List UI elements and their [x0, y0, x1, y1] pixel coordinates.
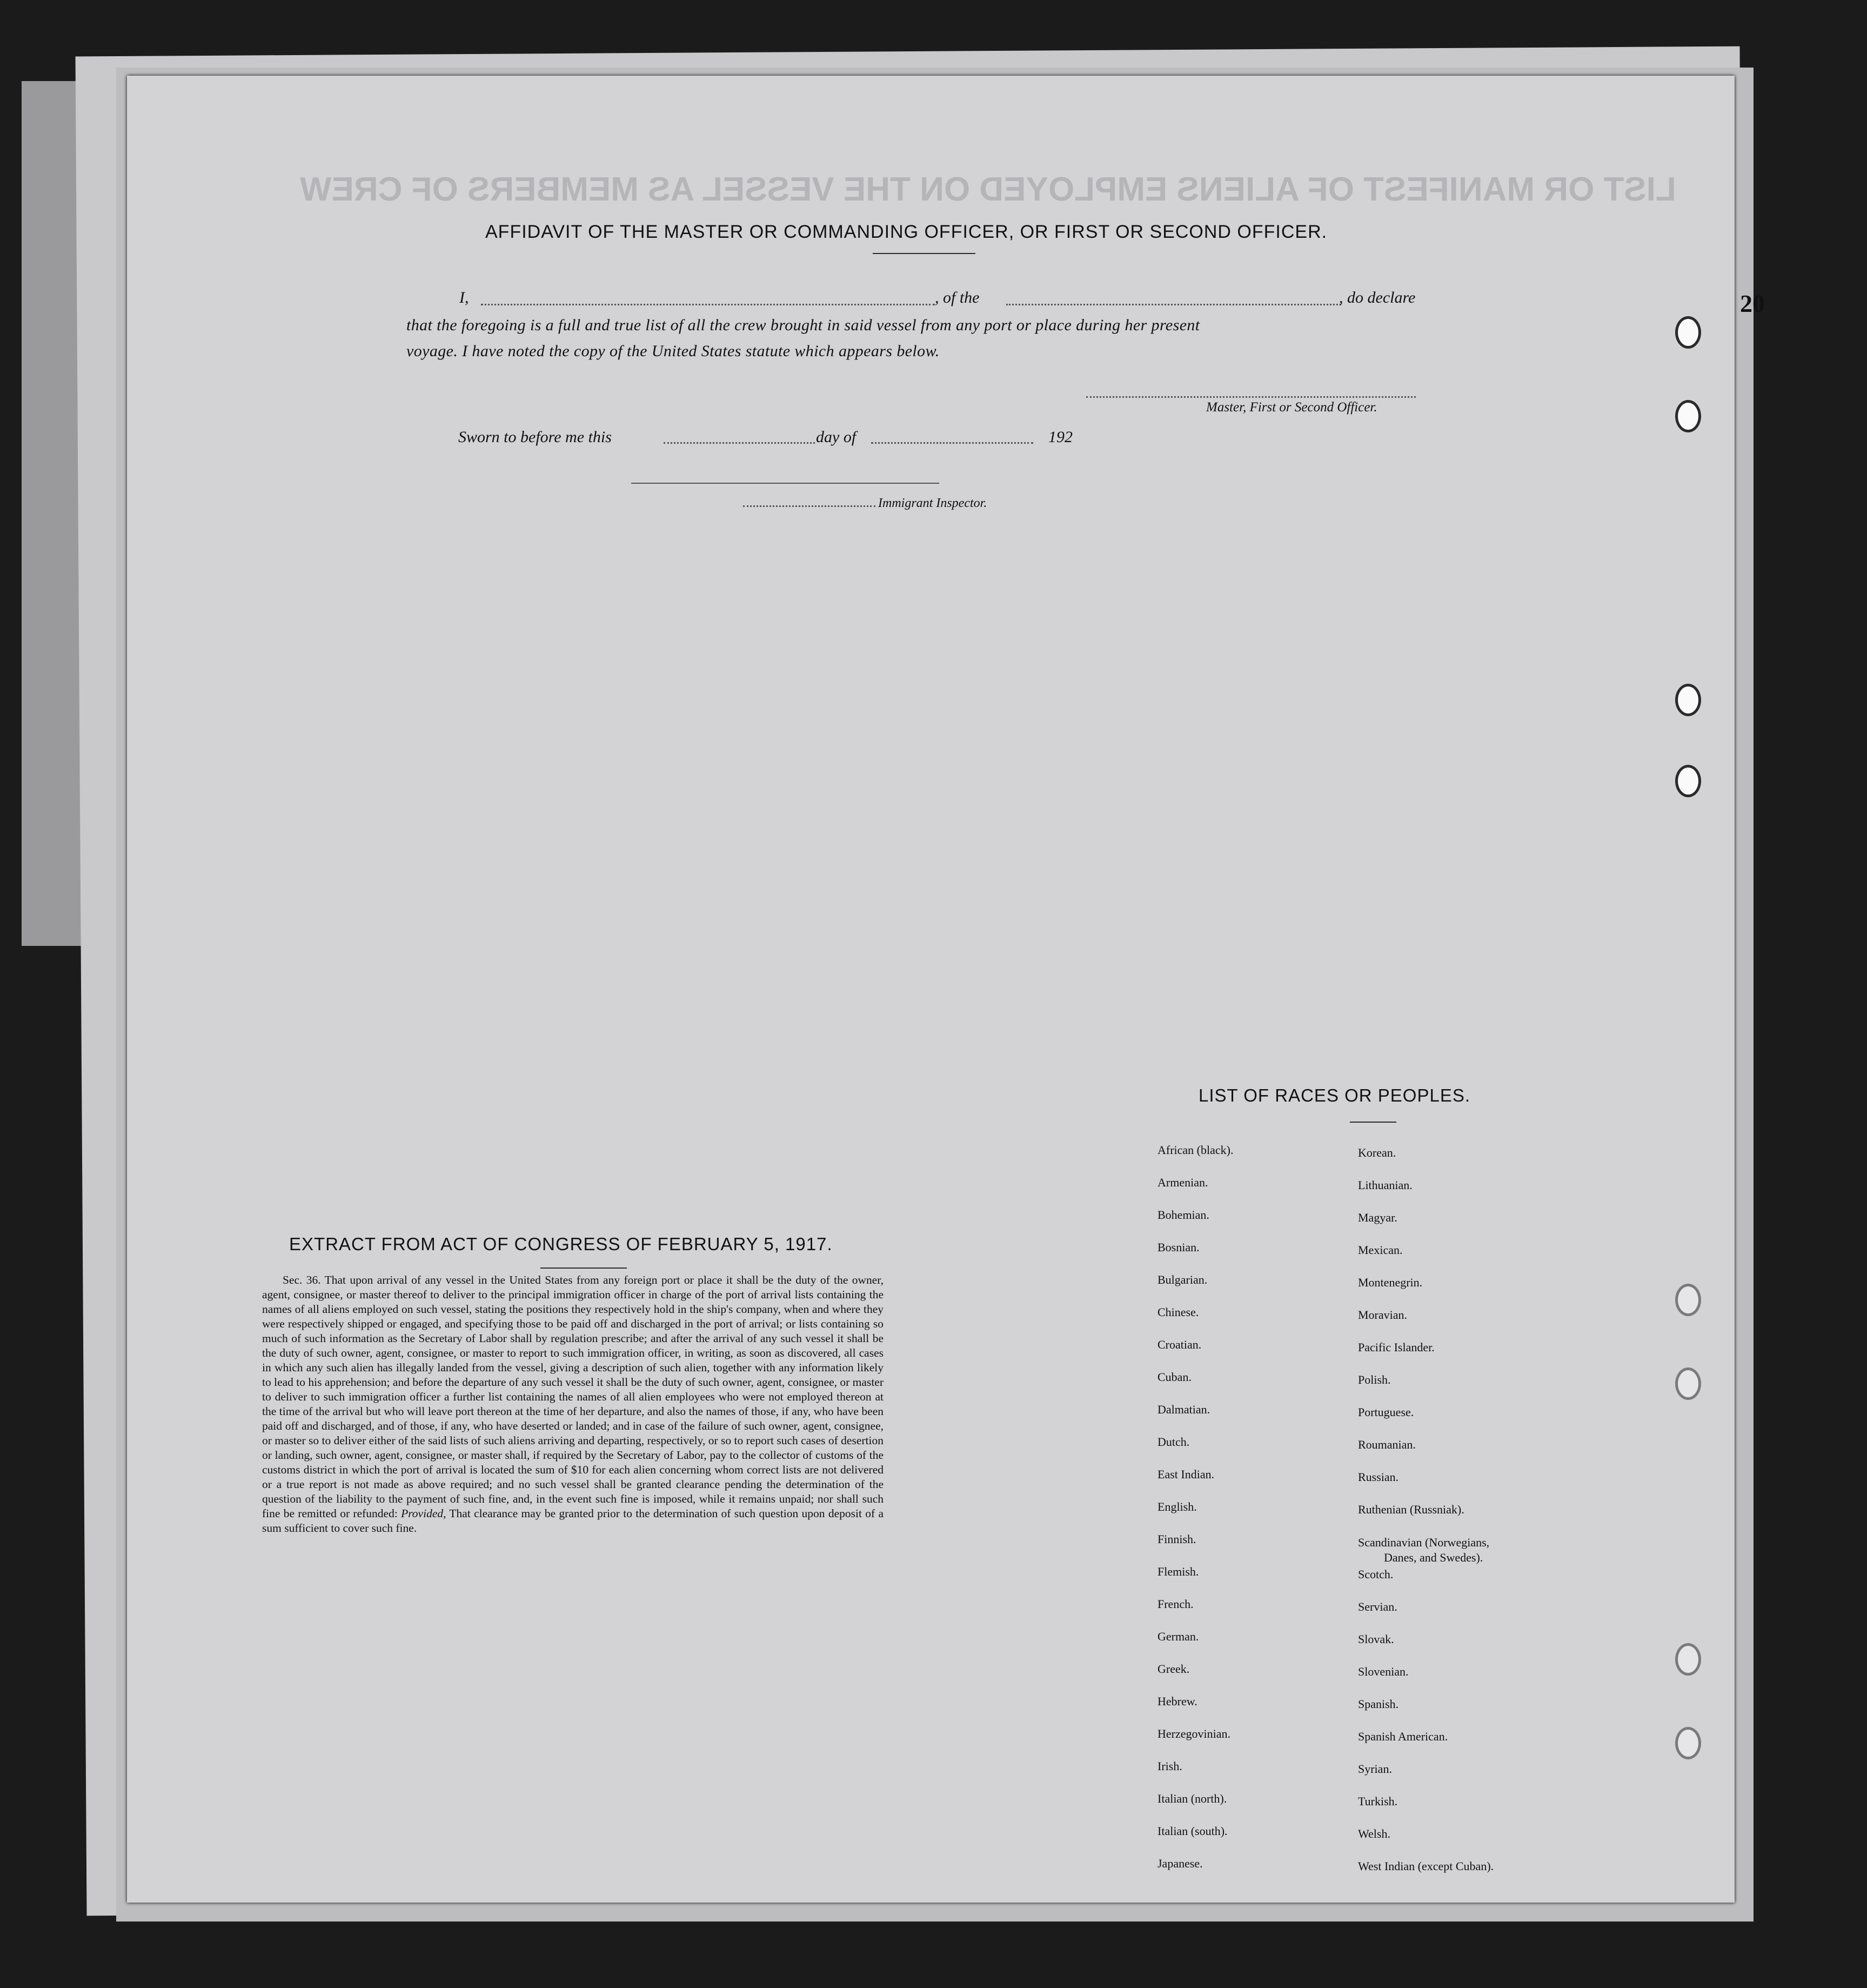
sworn-year: 192 [1048, 428, 1073, 446]
affidavit-i: I, [459, 289, 469, 306]
race-item: Armenian. [1157, 1176, 1208, 1189]
race-item: Polish. [1358, 1373, 1391, 1386]
race-scandinavian-cont: Danes, and Swedes). [1384, 1551, 1483, 1564]
binding-hole [1675, 1727, 1701, 1759]
race-item: Flemish. [1157, 1565, 1199, 1578]
race-item: Cuban. [1157, 1370, 1192, 1384]
extract-text-a: That upon arrival of any vessel in the United States from any foreign port or place it shall be the duty of the owner, agent, consignee, or master thereof to deliver to the principal immigration officer in charge of the port of arrival lists containing the names of all aliens employed on such vessel, stating the positions they respectively hold in the ship's company, when and where they were respectively shipped or engaged, and specifying those to be paid off and discharged in the port of arrival; or lists containing so much of such information as the Secretary of Labor shall by regulation prescribe; and after the arrival of any such vessel it shall be the duty of such owner, agent, consignee, or master to report to such immigration officer, in writing, as soon as discovered, all cases in which any such alien has illegally landed from the vessel, giving a description of such alien, together with any information likely to lead to his apprehension; and before the departure of any such vessel it shall be the duty of such owner, agent, consignee, or master to deliver to such immigration officer a further list containing the names of all alien employees who were not employed thereon at the time of the arrival but who will leave port thereon at the time of her departure, and also the names of those, if any, who have been paid off and discharged, and of those, if any, who have deserted or landed; and in case of the failure of such owner, agent, consignee, or master so to deliver either of the said lists of such aliens arriving and departing, respectively, or so to report such cases of desertion or landing, such owner, agent, consignee, or master shall, if required by the Secretary of Labor, pay to the collector of customs of the customs district in which the port of arrival is located the sum of $10 for each alien concerning whom correct lists are not delivered or a true report is not made as above required; and no such vessel shall be granted clearance pending the determination of the question of the liability to the payment of such fine, and, in the event such fine is imposed, while it remains unpaid; nor shall such fine be remitted or refunded: [262, 1273, 884, 1520]
race-item: Japanese. [1157, 1857, 1203, 1870]
sworn-day-of: day of [816, 428, 856, 446]
race-item: Scotch. [1358, 1567, 1394, 1581]
race-item: Bohemian. [1157, 1208, 1209, 1222]
page-number: 20 [1740, 290, 1765, 317]
provided-label: Provided, [401, 1507, 446, 1520]
affidavit-title: AFFIDAVIT OF THE MASTER OR COMMANDING OFFICER, OR FIRST OR SECOND OFFICER. [485, 222, 1328, 242]
binding-hole [1675, 1284, 1701, 1316]
race-item: German. [1157, 1630, 1199, 1643]
race-item: Bulgarian. [1157, 1273, 1208, 1286]
vessel-field-line[interactable] [1006, 304, 1341, 305]
name-field-line[interactable] [481, 304, 935, 305]
race-item: Mexican. [1358, 1243, 1403, 1257]
race-item: Spanish American. [1358, 1730, 1448, 1743]
signature-caption: Master, First or Second Officer. [1206, 400, 1377, 415]
race-item: East Indian. [1157, 1467, 1215, 1481]
race-item: Italian (south). [1157, 1824, 1228, 1838]
race-item: Ruthenian (Russniak). [1358, 1503, 1464, 1516]
race-item: Irish. [1157, 1759, 1182, 1773]
binding-hole [1675, 684, 1701, 716]
race-item: Italian (north). [1157, 1792, 1227, 1805]
race-item: Slovak. [1358, 1632, 1394, 1646]
signature-line[interactable] [1086, 396, 1416, 398]
race-item: Korean. [1358, 1146, 1396, 1159]
race-item: Croatian. [1157, 1338, 1202, 1351]
binding-hole [1675, 316, 1701, 349]
race-item: African (black). [1157, 1143, 1234, 1157]
binding-hole [1675, 765, 1701, 797]
races-title: LIST OF RACES OR PEOPLES. [1199, 1085, 1471, 1105]
race-item: Roumanian. [1358, 1438, 1416, 1451]
binding-hole [1675, 400, 1701, 432]
affidavit-line-3: voyage. I have noted the copy of the United States statute which appears below. [406, 342, 940, 360]
race-item: Servian. [1358, 1600, 1397, 1613]
sec-label: Sec. 36. [283, 1273, 321, 1286]
race-item: Portuguese. [1358, 1405, 1414, 1419]
sworn-day-line[interactable] [664, 442, 815, 444]
race-item: West Indian (except Cuban). [1358, 1859, 1494, 1873]
races-title-rule [1350, 1122, 1396, 1123]
sworn-month-line[interactable] [871, 442, 1033, 444]
race-item: Montenegrin. [1358, 1276, 1423, 1289]
race-item: French. [1157, 1597, 1194, 1611]
extract-body [262, 1273, 884, 1536]
affidavit-line-2: that the foregoing is a full and true list of all the crew brought in said vessel from any port or place during her present [406, 316, 1200, 334]
race-item: Turkish. [1358, 1794, 1398, 1808]
race-item: Spanish. [1358, 1697, 1399, 1711]
extract-title-rule [540, 1267, 627, 1269]
race-item: Bosnian. [1157, 1240, 1200, 1254]
race-item: Herzegovinian. [1157, 1727, 1230, 1740]
bleed-through-text: LIST OR MANIFEST OF ALIENS EMPLOYED ON THE VESSEL AS MEMBERS OF CREW [300, 171, 1676, 208]
extract-title: EXTRACT FROM ACT OF CONGRESS OF FEBRUARY 5, 1917. [289, 1234, 833, 1254]
race-scandinavian: Scandinavian (Norwegians, [1358, 1536, 1490, 1549]
race-item: Dalmatian. [1157, 1403, 1210, 1416]
inspector-caption: Immigrant Inspector. [878, 496, 987, 510]
races-right-column [1358, 1146, 1494, 1892]
races-left-column [1157, 1143, 1233, 1889]
binding-hole [1675, 1367, 1701, 1400]
race-item [1358, 1535, 1494, 1567]
sworn-prefix: Sworn to before me this [458, 428, 612, 446]
race-item: Russian. [1358, 1470, 1399, 1484]
affidavit-of-the: , of the [935, 289, 980, 306]
title-rule [873, 253, 975, 254]
inspector-signature-line [631, 483, 939, 484]
race-item: Magyar. [1358, 1211, 1397, 1224]
race-item: Syrian. [1358, 1762, 1392, 1776]
binding-hole [1675, 1643, 1701, 1676]
race-item: Moravian. [1358, 1308, 1408, 1322]
race-item: Pacific Islander. [1358, 1340, 1435, 1354]
inspector-dotted-line[interactable] [743, 505, 875, 507]
race-item: Welsh. [1358, 1827, 1390, 1840]
race-item: Greek. [1157, 1662, 1190, 1676]
extract-text-b: That clearance may be granted prior to the determination of such question upon deposit of a sum sufficient to cover such fine. [262, 1507, 884, 1535]
race-item: Finnish. [1157, 1532, 1196, 1546]
race-item: English. [1157, 1500, 1197, 1513]
race-item: Lithuanian. [1358, 1178, 1413, 1192]
race-item: Hebrew. [1157, 1695, 1197, 1708]
race-item: Chinese. [1157, 1305, 1199, 1319]
race-item: Slovenian. [1358, 1665, 1409, 1678]
race-item: Dutch. [1157, 1435, 1190, 1449]
affidavit-declare: , do declare [1339, 289, 1416, 306]
